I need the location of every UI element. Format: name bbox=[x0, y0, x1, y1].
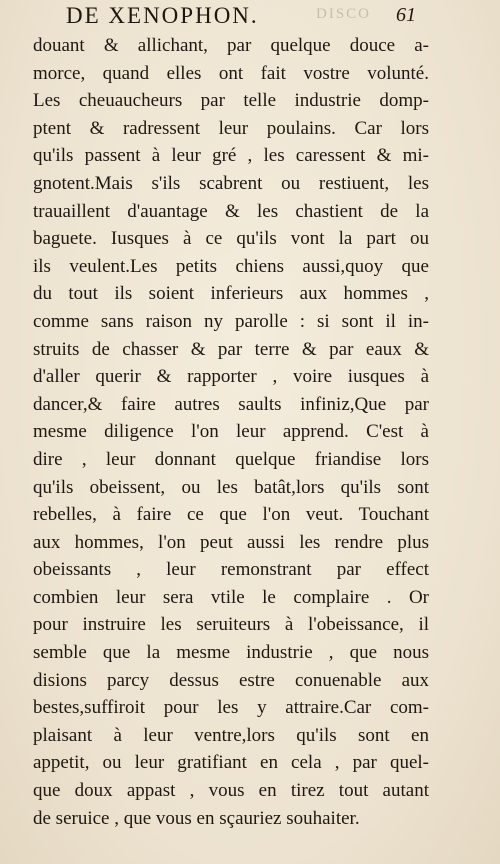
text-line: dancer,& faire autres saults infiniz,Que par bbox=[33, 393, 429, 415]
text-line: aux hommes, l'on peut aussi les rendre plus bbox=[33, 531, 429, 553]
text-line: d'aller querir & rapporter , voire iusques à bbox=[33, 366, 429, 388]
text-line: semble que la mesme industrie , que nous bbox=[33, 642, 429, 664]
text-line: ils veulent.Les petits chiens aussi,quoy que bbox=[33, 255, 429, 277]
text-line: plaisant à leur ventre,lors qu'ils sont en bbox=[33, 724, 429, 746]
page-header bbox=[0, 0, 500, 34]
text-line: mesme diligence l'on leur apprend. C'est à bbox=[33, 421, 429, 443]
text-line: que doux appast , vous en tirez tout autant bbox=[33, 780, 429, 802]
bleed-through-text: DISCO bbox=[316, 6, 372, 22]
text-line: baguete. Iusques à ce qu'ils vont la part ou bbox=[33, 228, 429, 250]
text-line: gnotent.Mais s'ils scabrent ou restiuent, les bbox=[33, 172, 429, 194]
text-line: combien leur sera vtile le complaire . Or bbox=[33, 586, 429, 608]
text-line: ptent & radressent leur poulains. Car lors bbox=[33, 117, 429, 139]
text-line: trauaillent d'auantage & les chastient de la bbox=[33, 200, 429, 222]
text-line: douant & allichant, par quelque douce a- bbox=[33, 35, 429, 56]
text-line: Les cheuaucheurs par telle industrie domp- bbox=[33, 90, 429, 112]
text-line: appetit, ou leur gratifiant en cela , par quel- bbox=[33, 752, 429, 774]
text-line: pour instruire les seruiteurs à l'obeissance, il bbox=[33, 614, 429, 636]
text-line: struits de chasser & par terre & par eaux & bbox=[33, 338, 429, 360]
text-line: de seruice , que vous en sçauriez souhaiter. bbox=[33, 807, 360, 829]
running-title: DE XENOPHON. bbox=[66, 3, 259, 28]
text-line: disions parcy dessus estre conuenable aux bbox=[33, 669, 429, 691]
text-line: bestes,suffiroit pour les y attraire.Car com- bbox=[33, 697, 429, 719]
text-line: dire , leur donnant quelque friandise lors bbox=[33, 448, 429, 470]
page-number: 61 bbox=[396, 4, 416, 26]
text-line: qu'ils obeissent, ou les batât,lors qu'ils sont bbox=[33, 476, 429, 498]
text-line: qu'ils passent à leur gré , les caressent & mi- bbox=[33, 145, 429, 167]
text-line: morce, quand elles ont fait vostre volunté. bbox=[33, 62, 429, 84]
body-text bbox=[33, 32, 429, 832]
text-line: obeissants , leur remonstrant par effect bbox=[33, 559, 429, 581]
text-line: du tout ils soient inferieurs aux hommes , bbox=[33, 283, 429, 305]
text-line: comme sans raison ny parolle : si sont il in- bbox=[33, 310, 429, 332]
text-line: rebelles, à faire ce que l'on veut. Touchant bbox=[33, 504, 429, 526]
